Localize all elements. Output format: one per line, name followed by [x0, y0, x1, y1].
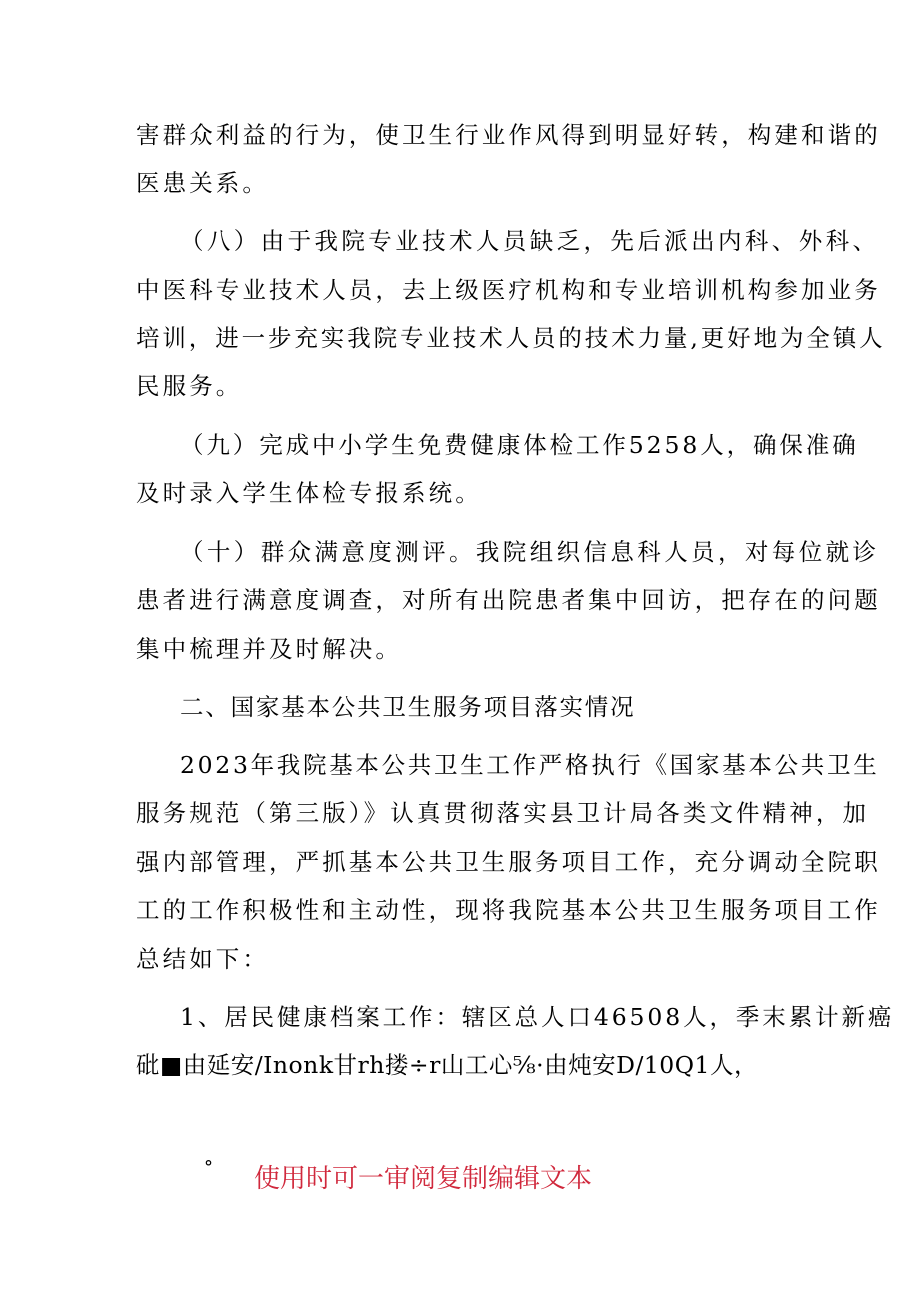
text-line: 集中梳理并及时解决。 [136, 635, 402, 663]
text-line: 中医科专业技术人员，去上级医疗机构和专业培训机构参加业务 [136, 276, 881, 304]
text-line: 强内部管理，严抓基本公共卫生服务项目工作，充分调动全院职 [136, 848, 881, 876]
text-line: （九）完成中小学生免费健康体检工作5258人，确保准确 [180, 431, 859, 459]
text-line: 2023年我院基本公共卫生工作严格执行《国家基本公共卫生 [180, 751, 880, 779]
garbled-text-line: 砒■由延安/Inonk甘rh搂÷r山工心⅝·由炖安D/10Q1人， [136, 1051, 758, 1079]
text-line: （八）由于我院专业技术人员缺乏，先后派出内科、外科、 [180, 227, 880, 255]
section-heading: 二、国家基本公共卫生服务项目落实情况 [180, 693, 636, 721]
usage-note: 使用时可一审阅复制编辑文本 [254, 1164, 593, 1194]
text-line: 培训，进一步充实我院专业技术人员的技术力量,更好地为全镇人 [136, 324, 886, 352]
text-line: 工的工作积极性和主动性，现将我院基本公共卫生服务项目工作 [136, 896, 881, 924]
text-line: 医患关系。 [136, 169, 269, 197]
text-line: 民服务。 [136, 372, 243, 400]
text-line: 及时录入学生体检专报系统。 [136, 479, 482, 507]
text-line: 害群众利益的行为，使卫生行业作风得到明显好转，构建和谐的 [136, 121, 881, 149]
text-line: 患者进行满意度调查，对所有出院患者集中回访，把存在的问题 [136, 586, 881, 614]
text-line: 总结如下： [136, 945, 269, 973]
text-line: 服务规范（第三版）》认真贯彻落实县卫计局各类文件精神，加 [136, 799, 870, 827]
bullet-mark: ° [204, 1157, 213, 1178]
text-line: （十）群众满意度测评。我院组织信息科人员，对每位就诊 [180, 538, 880, 566]
text-line: 1、居民健康档案工作：辖区总人口46508人，季末累计新癌 [180, 1003, 895, 1031]
